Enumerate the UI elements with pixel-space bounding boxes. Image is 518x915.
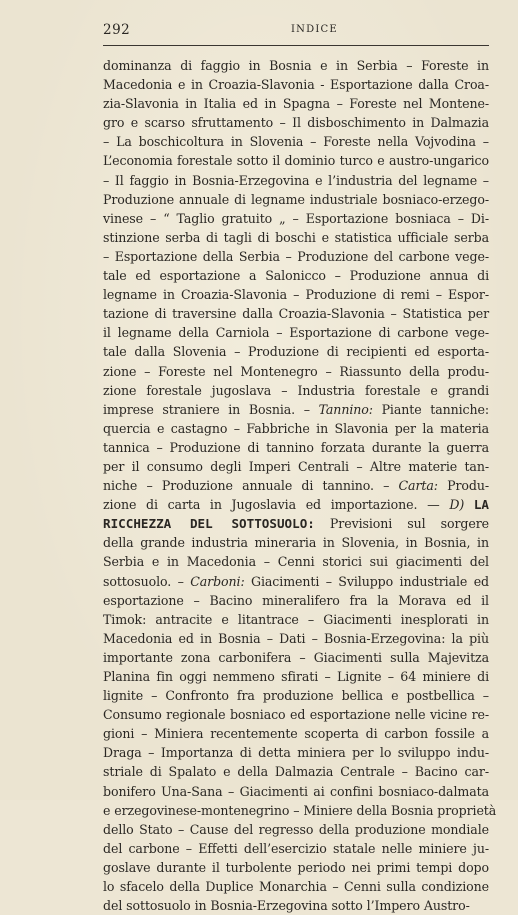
text-line	[103, 362, 489, 381]
text-line	[103, 743, 489, 762]
line-text: zione – Foreste nel Montenegro – Riassunto della produ-	[103, 363, 489, 379]
line-text: niche – Produzione annuale di tannino. –	[103, 478, 390, 494]
text-line	[103, 877, 489, 896]
line-text: del sottosuolo in Bosnia-Erzegovina sotto l’Impero Austro-	[103, 898, 470, 914]
line-text: Planina fin oggi nemmeno sfirati – Lignite – 64 miniere di	[103, 669, 489, 684]
text-line	[103, 629, 489, 648]
section-heading: LA	[473, 497, 490, 513]
text-line	[103, 228, 489, 247]
text-line	[103, 457, 489, 476]
text-line	[103, 839, 489, 858]
text-line	[103, 190, 489, 209]
text-line	[103, 304, 489, 323]
line-text-continued: Produ-	[447, 478, 489, 494]
line-text: L’economia forestale sotto il dominio turco e austro-ungarico	[103, 153, 489, 169]
section-heading: RICCHEZZA DEL SOTTOSUOLO:	[103, 516, 315, 532]
line-text: per il consumo degli Imperi Centrali – Altre materie tan-	[103, 458, 489, 474]
line-text: legname in Croazia-Slavonia – Produzione di remi – Espor-	[103, 287, 489, 303]
line-text: e erzegovinese-montenegrino – Miniere della Bosnia proprietà	[103, 802, 497, 818]
text-line	[103, 610, 489, 629]
text-line	[103, 56, 489, 75]
text-line	[103, 342, 489, 361]
line-text: Consumo regionale bosniaco ed esportazione nelle vicine re-	[103, 707, 489, 723]
text-line	[103, 94, 489, 113]
line-text: dello Stato – Cause del regresso della produzione mondiale	[103, 821, 489, 837]
line-text: Serbia e in Macedonia – Cenni storici sui giacimenti del	[103, 554, 489, 570]
text-line	[103, 495, 489, 514]
page-number: 292	[103, 22, 131, 38]
line-text: tazione di traversine dalla Croazia-Slavonia – Statistica per	[103, 306, 489, 322]
line-text: gro e scarso sfruttamento – Il disboschimento in Dalmazia	[103, 115, 489, 131]
text-line	[103, 75, 489, 94]
text-line	[103, 896, 489, 915]
line-text: goslave durante il turbolente periodo nei primi tempi dopo	[103, 859, 489, 875]
text-line	[103, 285, 489, 304]
page-header	[103, 22, 488, 42]
text-line	[103, 858, 489, 877]
line-text: Timok: antracite e litantrace – Giacimenti inesplorati in	[103, 611, 489, 627]
line-text: – Il faggio in Bosnia-Erzegovina e l’industria del legname –	[103, 172, 489, 188]
text-line	[103, 820, 489, 839]
line-text-continued: Previsioni sul sorgere	[329, 516, 489, 532]
text-line	[103, 400, 489, 419]
index-body-text	[103, 56, 497, 915]
text-line	[103, 801, 497, 820]
line-text: dominanza di faggio in Bosnia e in Serbia – Foreste in	[103, 58, 489, 73]
text-line	[103, 381, 489, 400]
text-line	[103, 762, 489, 781]
italic-term: Carta:	[398, 478, 438, 494]
line-text: zia-Slavonia in Italia ed in Spagna – Foreste nel Montene-	[103, 96, 489, 112]
line-text: Macedonia ed in Bosnia – Dati – Bosnia-Erzegovina: la più	[103, 630, 489, 646]
text-line	[103, 591, 489, 610]
text-line	[103, 648, 489, 667]
text-line	[103, 572, 489, 591]
italic-term: Carboni:	[190, 573, 245, 589]
text-line	[103, 438, 489, 457]
text-line	[103, 782, 489, 801]
text-line	[103, 705, 489, 724]
line-text: – Esportazione della Serbia – Produzione del carbone vege-	[103, 248, 489, 264]
line-text: gioni – Miniera recentemente scoperta di carbon fossile a	[103, 726, 489, 742]
text-line	[103, 419, 489, 438]
line-text: tale ed esportazione a Salonicco – Produzione annua di	[103, 268, 489, 284]
line-text: bonifero Una-Sana – Giacimenti ai confini bosniaco-dalmata	[103, 783, 489, 799]
text-line	[103, 724, 489, 743]
text-line	[103, 552, 489, 571]
line-text: della grande industria mineraria in Slovenia, in Bosnia, in	[103, 535, 489, 551]
line-text: zione di carta in Jugoslavia ed importazione. —	[103, 497, 440, 513]
line-text: Produzione annuale di legname industriale bosniaco-erzego-	[103, 191, 489, 207]
text-line	[103, 533, 489, 552]
header-rule	[103, 45, 489, 46]
line-text: importante zona carbonifera – Giacimenti sulla Majevitza	[103, 649, 489, 665]
line-text: quercia e castagno – Fabbriche in Slavonia per la materia	[103, 420, 489, 436]
line-text: Draga – Importanza di detta miniera per lo sviluppo indu-	[103, 745, 489, 761]
text-line	[103, 113, 489, 132]
line-text: il legname della Carniola – Esportazione di carbone vege-	[103, 325, 489, 341]
line-text-continued: Piante tanniche:	[381, 401, 490, 417]
line-text: sottosuolo. –	[103, 573, 184, 589]
text-line	[103, 209, 489, 228]
text-line	[103, 266, 489, 285]
text-line	[103, 151, 489, 170]
running-head: INDICE	[291, 24, 338, 35]
italic-term: D)	[449, 497, 465, 513]
text-line	[103, 323, 489, 342]
text-line	[103, 667, 489, 686]
text-line	[103, 247, 489, 266]
text-line	[103, 476, 489, 495]
line-text: lignite – Confronto fra produzione bellica e postbellica –	[103, 688, 489, 704]
italic-term: Tannino:	[318, 401, 373, 417]
text-line	[103, 132, 489, 151]
line-text: zione forestale jugoslava – Industria forestale e grandi	[103, 382, 489, 398]
line-text: imprese straniere in Bosnia. –	[103, 401, 310, 417]
line-text-continued: Giacimenti – Sviluppo industriale ed	[251, 573, 490, 589]
line-text: vinese – “ Taglio gratuito „ – Esportazione bosniaca – Di-	[103, 210, 489, 226]
line-text: – La boschicoltura in Slovenia – Foreste nella Vojvodina –	[103, 134, 489, 150]
text-line	[103, 514, 489, 533]
line-text: del carbone – Effetti dell’esercizio statale nelle miniere ju-	[103, 840, 489, 856]
line-text: tale dalla Slovenia – Produzione di recipienti ed esporta-	[103, 344, 489, 360]
line-text: lo sfacelo della Duplice Monarchia – Cenni sulla condizione	[103, 879, 489, 895]
text-line	[103, 171, 489, 190]
line-text: tannica – Produzione di tannino forzata durante la guerra	[103, 439, 489, 455]
line-text: stinzione serba di tagli di boschi e statistica ufficiale serba	[103, 229, 489, 245]
text-line	[103, 686, 489, 705]
line-text: Macedonia e in Croazia-Slavonia - Esportazione dalla Croa-	[103, 77, 489, 93]
line-text: striale di Spalato e della Dalmazia Centrale – Bacino car-	[103, 764, 489, 780]
line-text: esportazione – Bacino mineralifero fra la Morava ed il	[103, 592, 489, 608]
